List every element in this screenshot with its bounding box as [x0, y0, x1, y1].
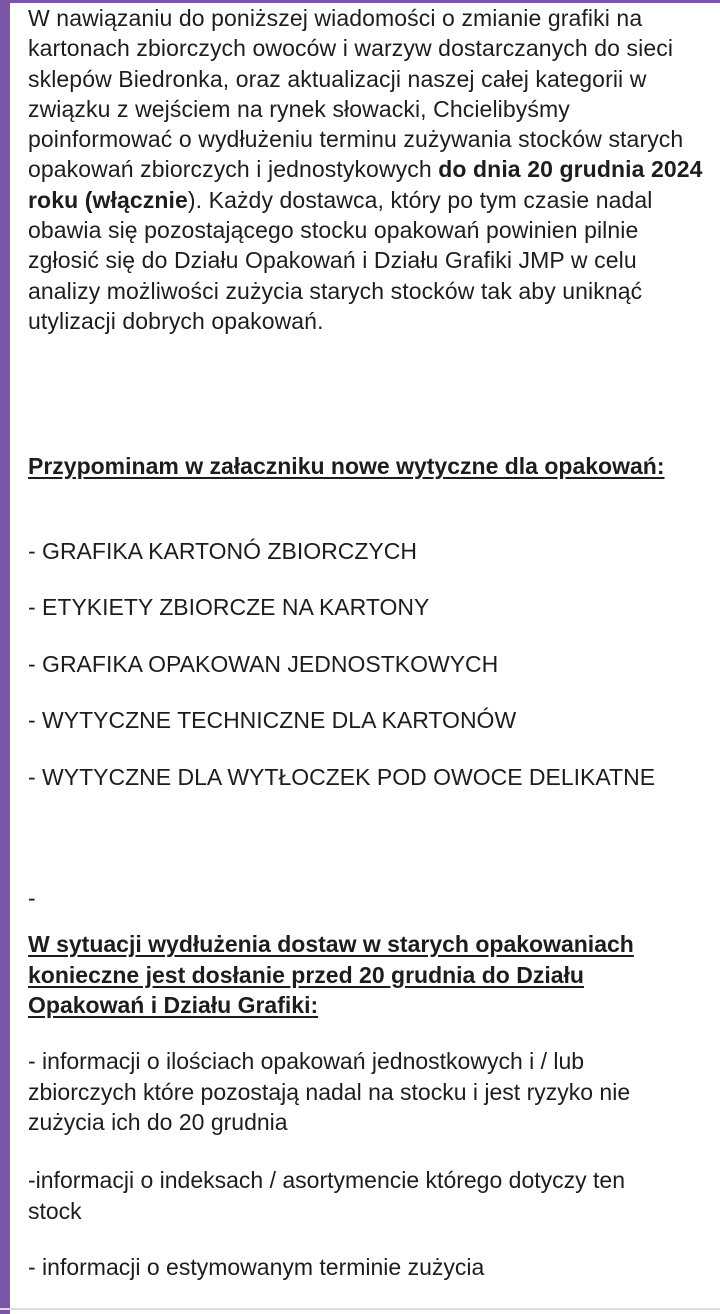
extension-heading: W sytuacji wydłużenia dostaw w starych opakowaniach konieczne jest dosłanie przed 20 grudnia do Działu Opakowań i Działu Grafiki: — [28, 931, 634, 1018]
bottom-divider — [0, 1308, 720, 1310]
attachment-item: - GRAFIKA OPAKOWAN JEDNOSTKOWYCH — [28, 651, 499, 677]
attachment-item: - ETYKIETY ZBIORCZE NA KARTONY — [28, 594, 430, 620]
separator-dash: - — [28, 885, 36, 911]
intro-text-part1: W nawiązaniu do poniższej wiadomości o zmianie grafiki na kartonach zbiorczych owoców i warzyw dostarczanych do sieci sklepów Biedronka, oraz aktualizacji naszej całej kategorii w związku z wejściem na rynek słowacki, Chcielibyśmy poinformować o wydłużeniu terminu zużywania stocków starych opakowań zbiorczych i jednostykowych — [28, 5, 684, 183]
requirement-item: - informacji o ilościach opakowań jednostkowych i / lub zbiorczych które pozostają nadal na stocku i jest ryzyko nie zużycia ich do 20 grudnia — [28, 1048, 631, 1135]
quote-accent-bar — [0, 0, 10, 1314]
attachment-item: - WYTYCZNE DLA WYTŁOCZEK POD OWOCE DELIKATNE — [28, 764, 656, 790]
attachments-heading: Przypominam w załaczniku nowe wytyczne dla opakowań: — [28, 453, 665, 479]
intro-paragraph — [28, 3, 712, 336]
requirement-item: - informacji o estymowanym terminie zużycia — [28, 1254, 485, 1280]
attachment-item: - GRAFIKA KARTONÓ ZBIORCZYCH — [28, 538, 417, 564]
requirement-item: -informacji o indeksach / asortymencie którego dotyczy ten stock — [28, 1167, 625, 1224]
attachment-item: - WYTYCZNE TECHNICZNE DLA KARTONÓW — [28, 707, 517, 733]
intro-deadline-bold: do dnia 20 grudnia 2024 roku (włącznie — [28, 156, 703, 213]
intro-text-part2: ). Każdy dostawca, który po tym czasie nadal obawia się pozostającego stocku opakowań powinien pilnie zgłosić się do Działu Opakowań i Działu Grafiki JMP w celu analizy możliwości zużycia starych stocków tak aby uniknąć utylizacji dobrych opakowań. — [28, 186, 653, 334]
